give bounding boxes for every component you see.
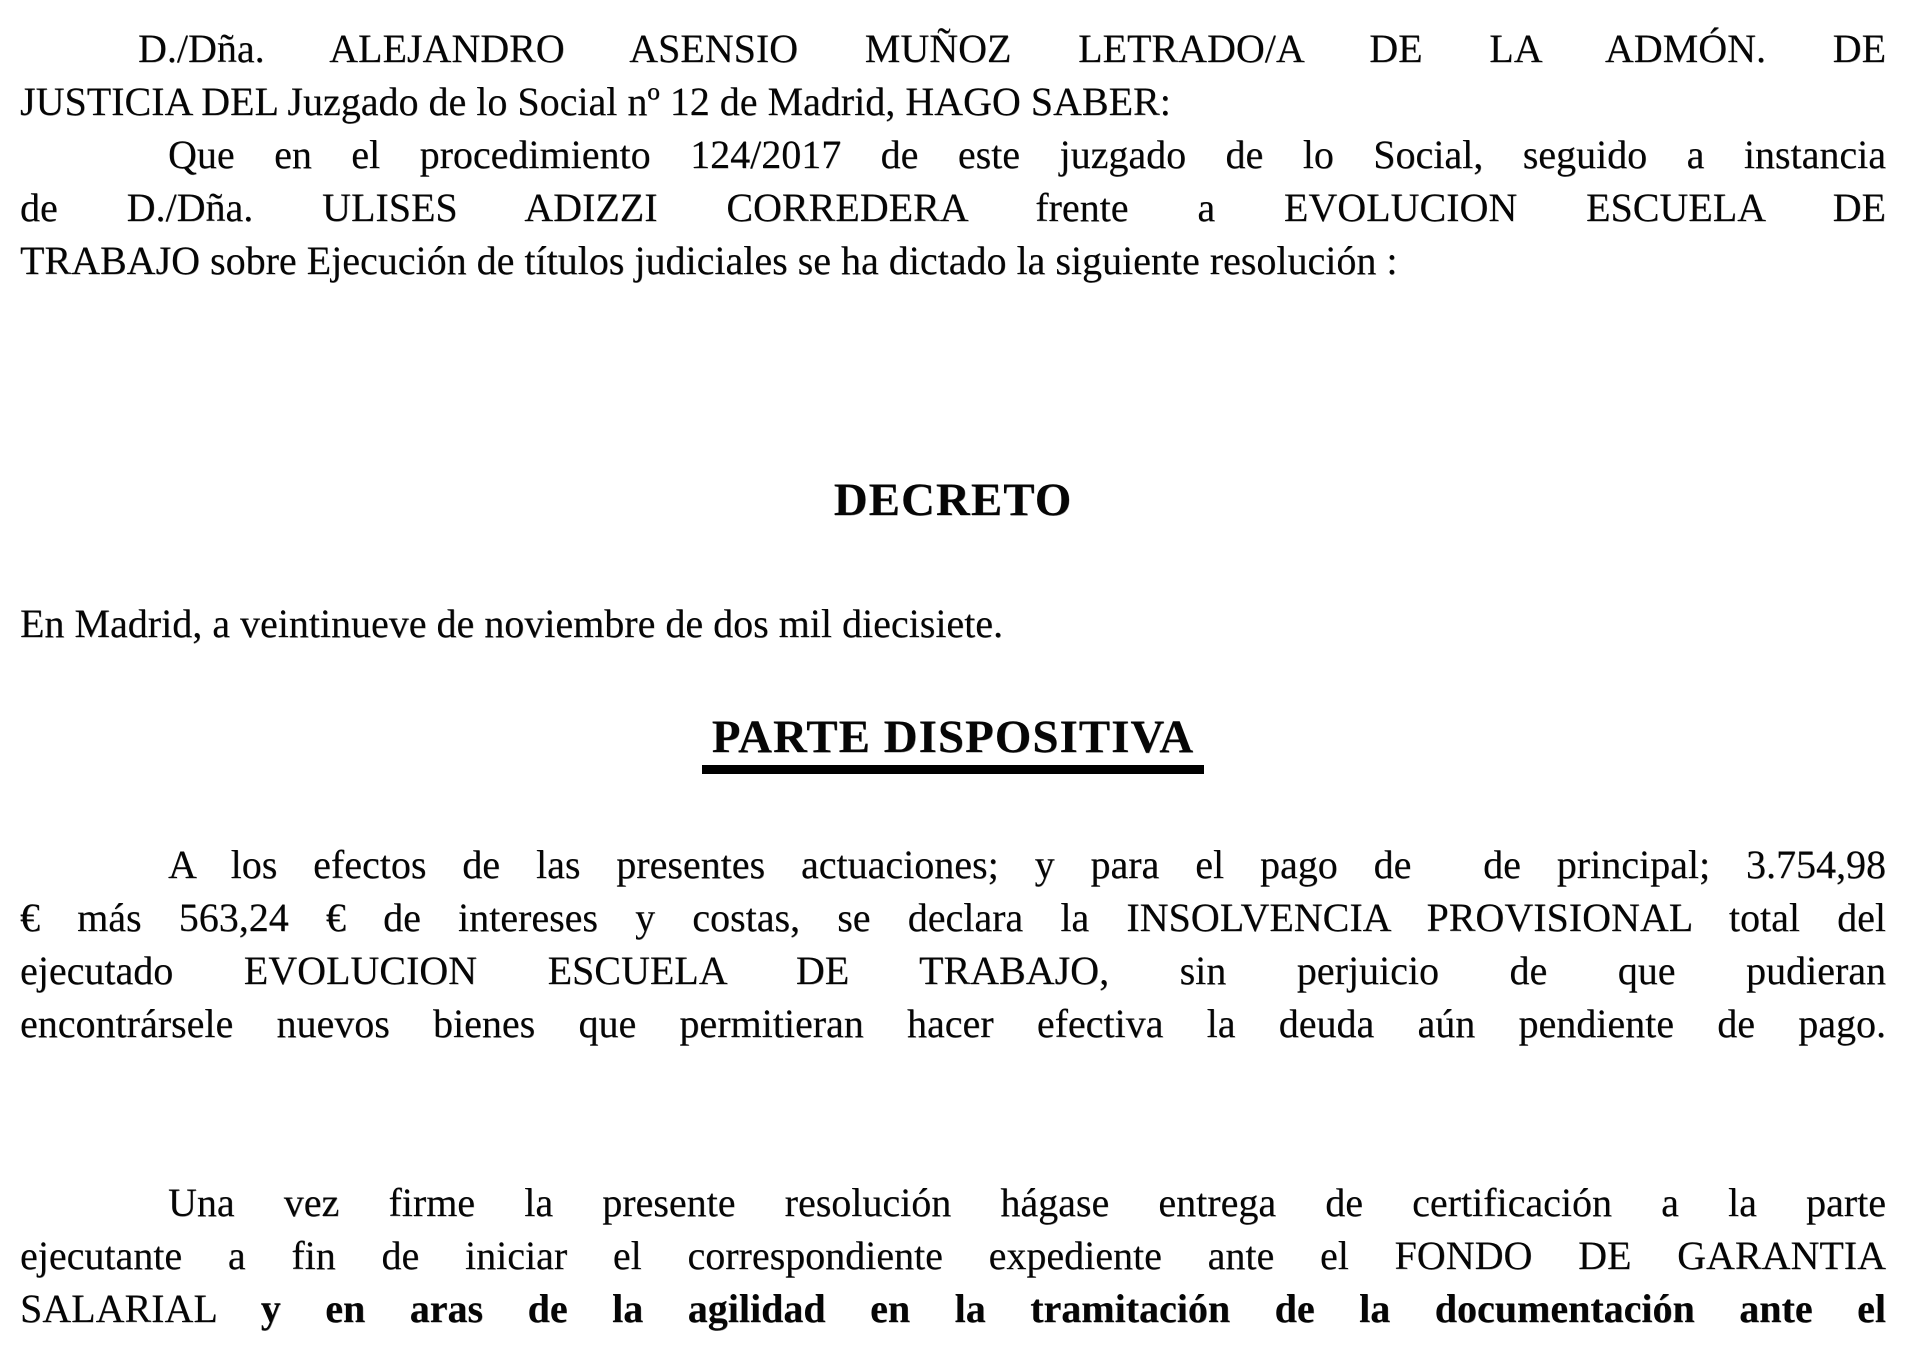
text-line: D./Dña. ALEJANDRO ASENSIO MUÑOZ LETRADO/A DE LA ADMÓN. DE — [138, 26, 1886, 71]
text-segment-bold: y en aras de la agilidad en la tramitación de la documentación ante el — [260, 1286, 1886, 1331]
text-line: JUSTICIA DEL Juzgado de lo Social nº 12 de Madrid, HAGO SABER: — [20, 79, 1171, 124]
text-line: A los efectos de las presentes actuaciones; y para el pago de de principal; 3.754,98 — [168, 842, 1886, 887]
parte-dispositiva-heading — [20, 712, 1886, 774]
text-segment: SALARIAL — [20, 1286, 261, 1331]
intro-paragraph — [20, 22, 1886, 128]
date-line: En Madrid, a veintinueve de noviembre de dos mil diecisiete. — [20, 601, 1004, 646]
parte-dispositiva-heading-text: PARTE DISPOSITIVA — [702, 712, 1204, 774]
text-line: € más 563,24 € de intereses y costas, se declara la INSOLVENCIA PROVISIONAL total del — [20, 895, 1886, 940]
decreto-heading: DECRETO — [833, 474, 1073, 526]
fogasa-paragraph — [20, 1176, 1886, 1335]
text-line — [20, 1282, 1886, 1335]
text-line: encontrársele nuevos bienes que permitieran hacer efectiva la deuda aún pendiente de pago. — [20, 1001, 1886, 1046]
text-line: ejecutado EVOLUCION ESCUELA DE TRABAJO, sin perjuicio de que pudieran — [20, 948, 1886, 993]
text-line: TRABAJO sobre Ejecución de títulos judiciales se ha dictado la siguiente resolución : — [20, 238, 1398, 283]
insolvency-paragraph — [20, 838, 1886, 1050]
text-line: Una vez firme la presente resolución hágase entrega de certificación a la parte — [168, 1180, 1886, 1225]
text-line: Que en el procedimiento 124/2017 de este juzgado de lo Social, seguido a instancia — [168, 132, 1886, 177]
text-line: ejecutante a fin de iniciar el correspondiente expediente ante el FONDO DE GARANTIA — [20, 1233, 1886, 1278]
text-line: de D./Dña. ULISES ADIZZI CORREDERA frente a EVOLUCION ESCUELA DE — [20, 185, 1886, 230]
procedure-paragraph — [20, 128, 1886, 287]
